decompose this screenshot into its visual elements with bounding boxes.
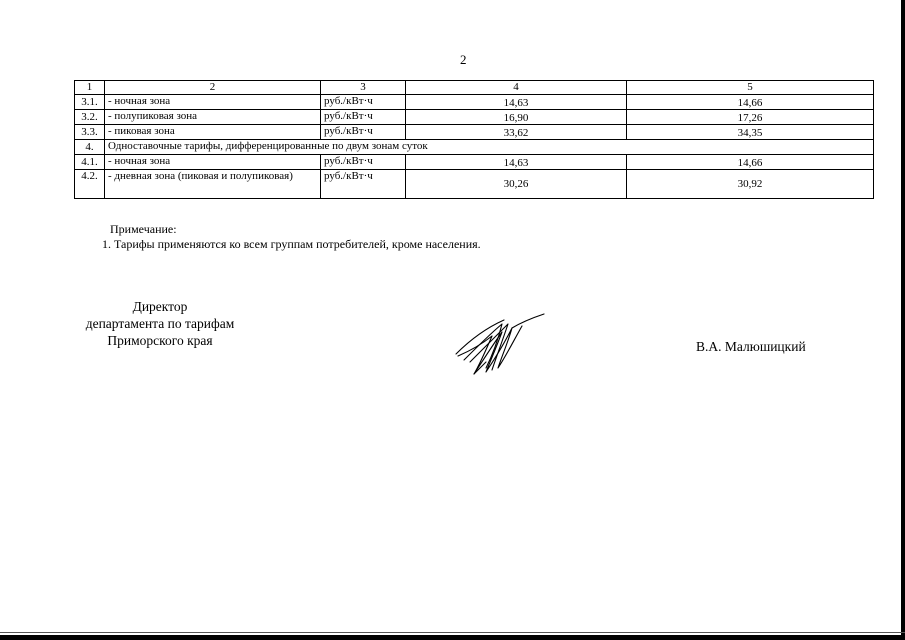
row-value-col4: 33,62 [406,125,627,140]
scan-edge-right [901,0,905,640]
row-value-col5: 14,66 [627,95,874,110]
signer-name: В.А. Малюшицкий [696,339,806,354]
row-number: 3.1. [75,95,105,110]
table-row [75,95,874,110]
row-value-col4: 16,90 [406,110,627,125]
note-text: 1. Тарифы применяются ко всем группам потребителей, кроме населения. [102,237,481,251]
table-row [75,110,874,125]
section-title: Одноставочные тарифы, дифференцированные по двум зонам суток [105,140,874,155]
tariff-table [74,80,874,199]
table-row [75,155,874,170]
row-value-col5: 17,26 [627,110,874,125]
row-number: 3.3. [75,125,105,140]
row-number: 4.1. [75,155,105,170]
page-number: 2 [460,52,467,67]
header-cell: 1 [75,81,105,95]
row-name: - дневная зона (пиковая и полупиковая) [105,170,321,199]
row-value-col5: 30,92 [627,170,874,199]
row-number: 4. [75,140,105,155]
position-line-2: департамента по тарифам [85,316,235,331]
table-row [75,125,874,140]
row-value-col4: 14,63 [406,155,627,170]
row-number: 3.2. [75,110,105,125]
row-name: - пиковая зона [105,125,321,140]
row-value-col4: 14,63 [406,95,627,110]
row-number: 4.2. [75,170,105,199]
note-title: Примечание: [110,222,177,236]
row-name: - ночная зона [105,155,321,170]
handwritten-signature [452,310,552,382]
scan-edge-line [0,632,905,633]
header-cell: 5 [627,81,874,95]
row-unit: руб./кВт·ч [321,155,406,170]
position-line-1: Директор [132,299,188,314]
header-cell: 3 [321,81,406,95]
row-unit: руб./кВт·ч [321,110,406,125]
row-unit: руб./кВт·ч [321,125,406,140]
header-cell: 2 [105,81,321,95]
row-value-col5: 14,66 [627,155,874,170]
table-section-row [75,140,874,155]
row-unit: руб./кВт·ч [321,95,406,110]
row-name: - полупиковая зона [105,110,321,125]
signature-block [60,298,260,349]
table-header-row [75,81,874,95]
header-cell: 4 [406,81,627,95]
table-row [75,170,874,199]
row-value-col5: 34,35 [627,125,874,140]
position-line-3: Приморского края [107,333,213,348]
row-unit: руб./кВт·ч [321,170,406,199]
scan-edge-bottom [0,635,905,640]
row-name: - ночная зона [105,95,321,110]
row-value-col4: 30,26 [406,170,627,199]
